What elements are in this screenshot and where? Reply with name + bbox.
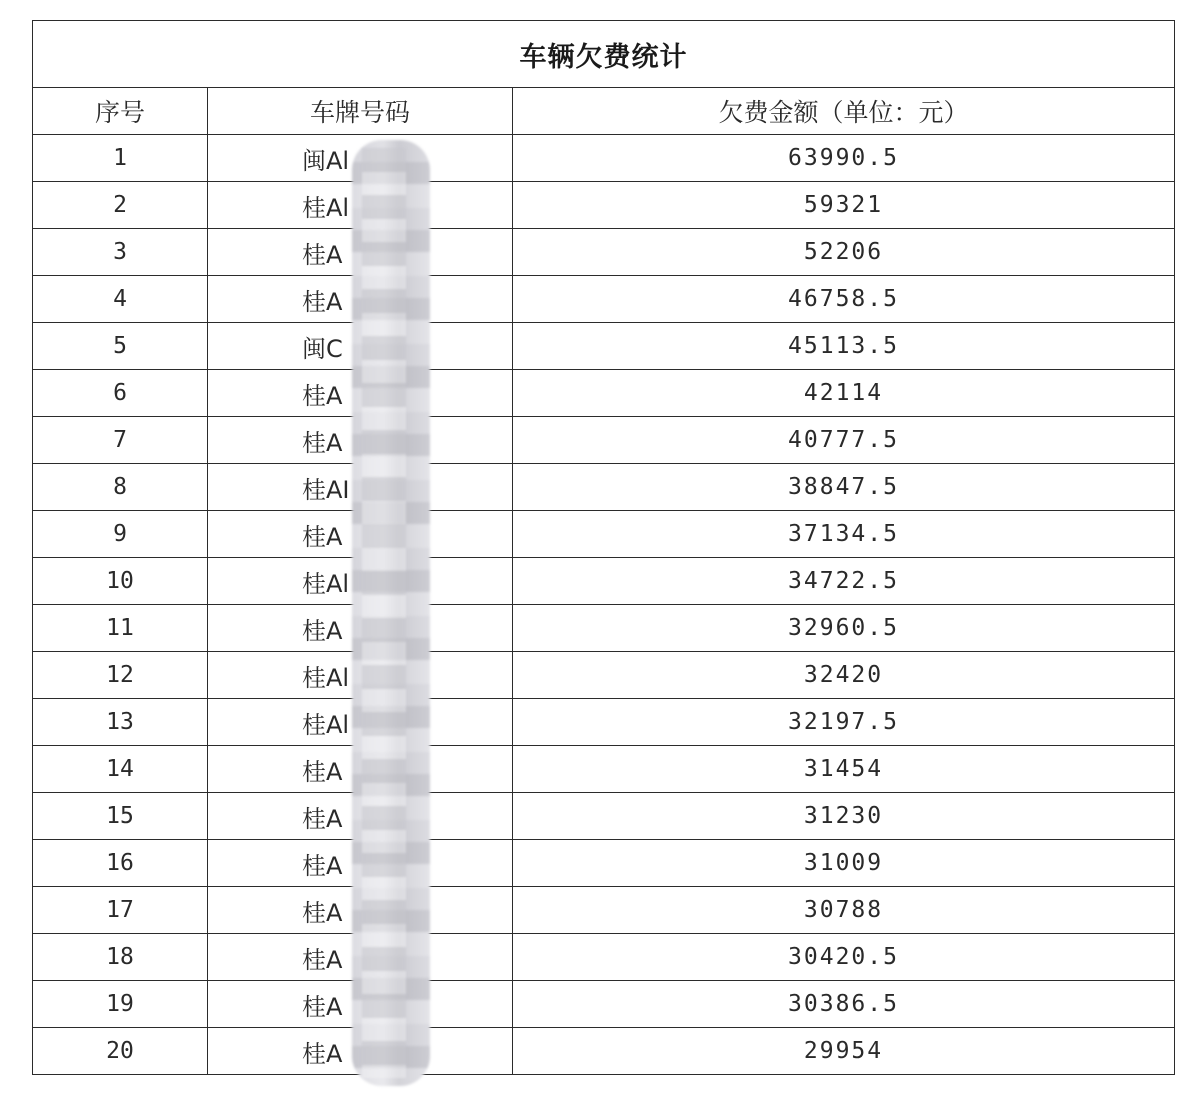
row-plate: 闽C — [208, 323, 513, 370]
row-index: 1 — [33, 135, 208, 182]
row-amount: 29954 — [513, 1028, 1175, 1075]
row-index: 15 — [33, 793, 208, 840]
table-row — [33, 793, 1175, 840]
row-amount: 32960.5 — [513, 605, 1175, 652]
row-index: 10 — [33, 558, 208, 605]
row-amount: 32197.5 — [513, 699, 1175, 746]
table-row — [33, 1028, 1175, 1075]
row-amount: 30386.5 — [513, 981, 1175, 1028]
table-row — [33, 934, 1175, 981]
row-index: 5 — [33, 323, 208, 370]
row-amount: 34722.5 — [513, 558, 1175, 605]
row-plate: 桂A — [208, 605, 513, 652]
row-index: 14 — [33, 746, 208, 793]
table-row — [33, 323, 1175, 370]
row-index: 19 — [33, 981, 208, 1028]
row-index: 2 — [33, 182, 208, 229]
row-amount: 52206 — [513, 229, 1175, 276]
row-amount: 63990.5 — [513, 135, 1175, 182]
table-row — [33, 182, 1175, 229]
row-plate: 桂A — [208, 229, 513, 276]
header-row — [33, 88, 1175, 135]
table-row — [33, 746, 1175, 793]
row-amount: 31230 — [513, 793, 1175, 840]
row-index: 16 — [33, 840, 208, 887]
header-index: 序号 — [33, 88, 208, 135]
row-index: 8 — [33, 464, 208, 511]
row-plate: 桂Al — [208, 652, 513, 699]
table-row — [33, 370, 1175, 417]
row-amount: 42114 — [513, 370, 1175, 417]
table-row — [33, 511, 1175, 558]
row-plate: 桂A — [208, 370, 513, 417]
table-row — [33, 229, 1175, 276]
row-index: 7 — [33, 417, 208, 464]
header-plate: 车牌号码 — [208, 88, 513, 135]
row-amount: 40777.5 — [513, 417, 1175, 464]
row-amount: 38847.5 — [513, 464, 1175, 511]
table-title: 车辆欠费统计 — [33, 21, 1175, 88]
row-plate: 桂A — [208, 793, 513, 840]
row-plate: 桂AI — [208, 464, 513, 511]
row-plate: 桂Al — [208, 182, 513, 229]
table-row — [33, 840, 1175, 887]
row-index: 12 — [33, 652, 208, 699]
row-plate: 桂A — [208, 417, 513, 464]
row-plate: 桂A — [208, 981, 513, 1028]
table-row — [33, 558, 1175, 605]
row-plate: 桂A — [208, 840, 513, 887]
row-amount: 37134.5 — [513, 511, 1175, 558]
row-index: 6 — [33, 370, 208, 417]
row-index: 18 — [33, 934, 208, 981]
table-row — [33, 464, 1175, 511]
row-amount: 31009 — [513, 840, 1175, 887]
row-plate: 闽Al — [208, 135, 513, 182]
row-amount: 31454 — [513, 746, 1175, 793]
row-amount: 45113.5 — [513, 323, 1175, 370]
table-body — [33, 135, 1175, 1075]
table-row — [33, 981, 1175, 1028]
row-index: 13 — [33, 699, 208, 746]
row-index: 11 — [33, 605, 208, 652]
row-index: 3 — [33, 229, 208, 276]
row-index: 17 — [33, 887, 208, 934]
table-row — [33, 276, 1175, 323]
row-index: 20 — [33, 1028, 208, 1075]
table-row — [33, 605, 1175, 652]
row-plate: 桂A — [208, 276, 513, 323]
privacy-mosaic-inner — [362, 148, 406, 1078]
row-plate: 桂Al — [208, 558, 513, 605]
row-plate: 桂A — [208, 746, 513, 793]
row-plate: 桂A — [208, 934, 513, 981]
row-index: 9 — [33, 511, 208, 558]
row-plate: 桂A — [208, 1028, 513, 1075]
table-row — [33, 135, 1175, 182]
table-row — [33, 417, 1175, 464]
table-row — [33, 652, 1175, 699]
row-amount: 46758.5 — [513, 276, 1175, 323]
row-amount: 30788 — [513, 887, 1175, 934]
arrears-table — [32, 20, 1175, 1075]
row-plate: 桂A — [208, 511, 513, 558]
row-amount: 32420 — [513, 652, 1175, 699]
row-index: 4 — [33, 276, 208, 323]
title-row — [33, 21, 1175, 88]
table-row — [33, 699, 1175, 746]
row-amount: 30420.5 — [513, 934, 1175, 981]
row-plate: 桂Al — [208, 699, 513, 746]
row-amount: 59321 — [513, 182, 1175, 229]
header-amount: 欠费金额（单位：元） — [513, 88, 1175, 135]
table-row — [33, 887, 1175, 934]
row-plate: 桂A — [208, 887, 513, 934]
